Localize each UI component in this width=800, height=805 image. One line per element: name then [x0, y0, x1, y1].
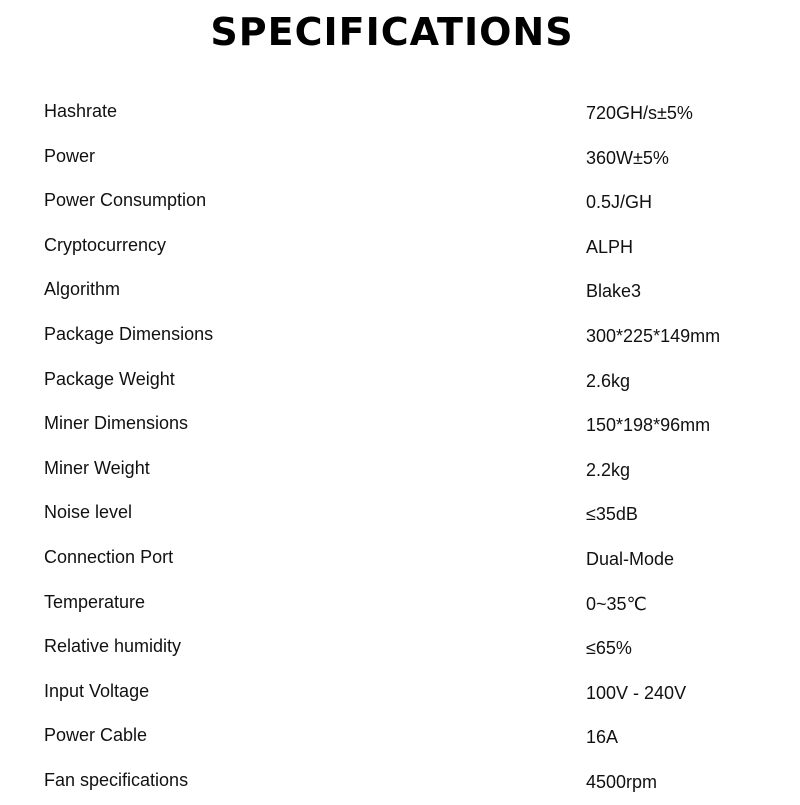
spec-row-fan-specifications [44, 758, 784, 803]
spec-row-power-consumption [44, 178, 784, 223]
spec-label: Power [44, 145, 96, 166]
spec-value: 720GH/s±5% [586, 103, 693, 123]
spec-value: ≤65% [586, 638, 632, 659]
spec-value: ALPH [586, 236, 634, 257]
spec-value: 0~35℃ [586, 593, 647, 614]
spec-label: Noise level [44, 502, 133, 523]
spec-label: Power Consumption [44, 190, 207, 211]
spec-row-hashrate [44, 89, 784, 134]
spec-value: ≤35dB [586, 504, 638, 525]
spec-value: 150*198*96mm [586, 415, 711, 436]
spec-label: Temperature [44, 591, 146, 612]
spec-row-miner-dimensions [44, 401, 784, 446]
spec-value: Blake3 [586, 281, 642, 302]
specifications-list [44, 89, 784, 803]
spec-label: Miner Weight [44, 457, 150, 478]
spec-row-miner-weight [44, 446, 784, 491]
spec-row-relative-humidity [44, 624, 784, 669]
spec-label: Algorithm [44, 279, 121, 300]
spec-label: Hashrate [44, 101, 118, 121]
spec-label: Connection Port [44, 546, 174, 567]
spec-row-noise-level [44, 490, 784, 535]
spec-label: Miner Dimensions [44, 413, 189, 434]
spec-value: 300*225*149mm [586, 325, 721, 346]
spec-value: Dual-Mode [586, 548, 675, 569]
spec-row-package-dimensions [44, 312, 784, 357]
spec-label: Package Weight [44, 368, 175, 389]
spec-label: Relative humidity [44, 636, 182, 657]
spec-row-package-weight [44, 357, 784, 402]
spec-label: Cryptocurrency [44, 234, 167, 255]
spec-row-input-voltage [44, 669, 784, 714]
spec-value: 4500rpm [586, 771, 658, 792]
spec-row-algorithm [44, 267, 784, 312]
spec-row-power [44, 134, 784, 179]
spec-row-power-cable [44, 713, 784, 758]
spec-row-temperature [44, 580, 784, 625]
page-title: SPECIFICATIONS [210, 10, 574, 54]
spec-value: 360W±5% [586, 147, 669, 168]
spec-value: 16A [586, 727, 619, 748]
spec-value: 2.6kg [586, 370, 631, 391]
spec-value: 0.5J/GH [586, 192, 653, 213]
spec-row-cryptocurrency [44, 223, 784, 268]
spec-value: 2.2kg [586, 459, 631, 480]
spec-label: Input Voltage [44, 680, 150, 701]
spec-label: Package Dimensions [44, 323, 214, 344]
spec-value: 100V - 240V [586, 682, 687, 703]
spec-label: Power Cable [44, 725, 148, 746]
spec-label: Fan specifications [44, 769, 189, 790]
spec-row-connection-port [44, 535, 784, 580]
